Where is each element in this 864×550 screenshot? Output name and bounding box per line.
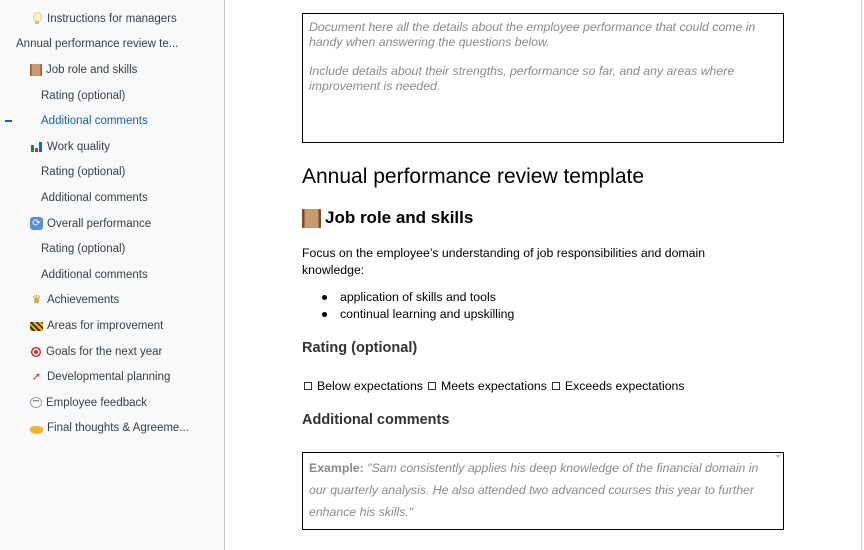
scroll-icon <box>302 209 321 228</box>
outline-item-job-role-and-skills[interactable] <box>0 57 224 83</box>
instructions-note-box[interactable] <box>302 13 784 143</box>
rating-option-label: Meets expectations <box>440 379 547 393</box>
outline-item-label: Employee feedback <box>46 396 148 409</box>
bullet-item: application of skills and tools <box>322 289 514 306</box>
rating-option-below[interactable] <box>302 379 423 393</box>
outline-item-label: Rating (optional) <box>41 89 126 102</box>
construction-icon <box>30 322 43 331</box>
section-heading-job-role <box>302 208 473 228</box>
document-title: Annual performance review template <box>302 165 645 188</box>
checkbox[interactable] <box>552 382 560 390</box>
outline-list <box>0 0 224 441</box>
example-label: Example: <box>309 461 364 475</box>
document-page <box>225 0 861 550</box>
outline-item-label: Developmental planning <box>47 371 171 384</box>
outline-item-additional-comments[interactable] <box>0 185 224 211</box>
outline-item-areas-for-improvement[interactable] <box>0 313 224 339</box>
scroll-icon <box>30 64 42 76</box>
outline-item-label: Achievements <box>47 294 120 307</box>
checkbox[interactable] <box>304 382 312 390</box>
outline-item-additional-comments-active[interactable] <box>0 108 224 134</box>
handshake-icon <box>30 426 43 434</box>
skills-bullet-list <box>322 289 514 323</box>
outline-item-label: Work quality <box>47 140 111 153</box>
example-text: "Sam consistently applies his deep knowledge of the financial domain in our quarterly analysis. He also attended two advanced courses this year to further enhance his skills." <box>309 461 759 519</box>
outline-item-additional-comments[interactable] <box>0 262 224 288</box>
rating-option-label: Exceeds expectations <box>564 379 685 393</box>
outline-item-rating-optional[interactable] <box>0 160 224 186</box>
section-description: Focus on the employee’s understanding of job responsibilities and domain knowledge: <box>302 246 706 277</box>
outline-item-final-thoughts[interactable] <box>0 416 224 442</box>
rating-option-exceeds[interactable] <box>550 379 685 393</box>
outline-item-label: Goals for the next year <box>46 345 163 358</box>
outline-item-label: Final thoughts & Agreeme... <box>47 422 189 435</box>
trophy-icon: ♛ <box>31 293 42 306</box>
outline-item-instructions-for-managers[interactable] <box>0 6 224 32</box>
outline-item-overall-performance[interactable] <box>0 211 224 237</box>
outline-item-label: Annual performance review te... <box>16 38 179 51</box>
section-heading-text: Job role and skills <box>325 208 474 227</box>
outline-item-annual-performance-review[interactable] <box>0 32 224 58</box>
outline-item-employee-feedback[interactable] <box>0 390 224 416</box>
outline-item-label: Job role and skills <box>46 63 138 76</box>
rating-options <box>302 379 688 393</box>
outline-item-label: Rating (optional) <box>41 243 126 256</box>
active-item-marker <box>5 120 12 122</box>
document-outline-sidebar <box>0 0 224 550</box>
outline-item-label: Rating (optional) <box>41 166 126 179</box>
additional-comments-heading: Additional comments <box>302 412 450 428</box>
dropdown-caret-icon[interactable] <box>775 455 781 458</box>
outline-item-developmental-planning[interactable] <box>0 364 224 390</box>
bullet-item: continual learning and upskilling <box>322 306 514 323</box>
page-right-edge <box>861 0 862 550</box>
outline-item-rating-optional[interactable] <box>0 83 224 109</box>
rating-option-label: Below expectations <box>317 379 423 393</box>
outline-item-achievements[interactable] <box>0 288 224 314</box>
outline-item-label: Instructions for managers <box>47 12 177 25</box>
note-paragraph: Document here all the details about the employee performance that could come in handy when answering the questions below. <box>309 20 756 49</box>
outline-item-label: Additional comments <box>41 268 148 281</box>
target-icon <box>30 346 42 358</box>
note-paragraph: Include details about their strengths, performance so far, and any areas where improvement is needed. <box>309 64 735 93</box>
rating-heading: Rating (optional) <box>302 340 418 356</box>
rating-option-meets[interactable] <box>426 379 547 393</box>
checkbox[interactable] <box>428 382 436 390</box>
outline-item-label: Additional comments <box>41 115 148 128</box>
rocket-icon: ➚ <box>31 370 42 383</box>
outline-item-rating-optional[interactable] <box>0 236 224 262</box>
outline-item-work-quality[interactable] <box>0 134 224 160</box>
bar-chart-icon <box>30 140 43 153</box>
outline-item-label: Overall performance <box>47 217 152 230</box>
outline-item-label: Areas for improvement <box>47 319 164 332</box>
cycle-arrows-icon: ⟳ <box>30 217 43 230</box>
example-comment-box[interactable] <box>302 452 784 530</box>
outline-item-goals-for-next-year[interactable] <box>0 339 224 365</box>
lightbulb-icon <box>30 12 43 25</box>
speech-bubble-icon: ••• <box>30 397 42 408</box>
outline-item-label: Additional comments <box>41 191 148 204</box>
